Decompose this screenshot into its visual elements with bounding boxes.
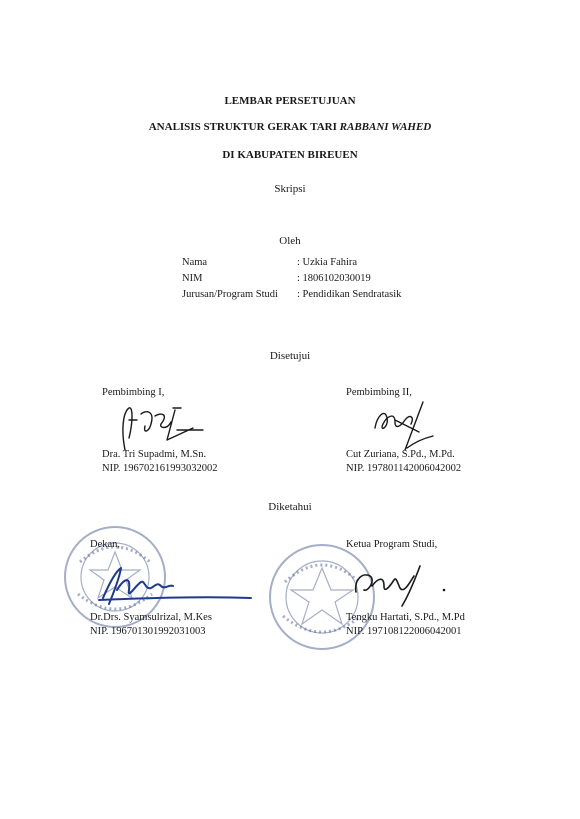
page-title: LEMBAR PERSETUJUAN (224, 95, 356, 107)
student-name-value: : Uzkia Fahira (297, 257, 358, 268)
approval-label: Disetujui (269, 350, 311, 362)
dean-nip: NIP. 196701301992031003 (90, 626, 206, 637)
thesis-title-plain: ANALISIS STRUKTUR GERAK TARI (148, 121, 340, 133)
advisor1-role: Pembimbing I, (102, 387, 165, 398)
advisor1-nip: NIP. 196702161993032002 (102, 463, 218, 474)
head-name: Tengku Hartati, S.Pd., M.Pd (346, 612, 465, 623)
head-nip: NIP. 197108122006042001 (346, 626, 462, 637)
signature-dean (95, 560, 255, 610)
student-nim-label: NIM (182, 273, 203, 284)
document-type: Skripsi (274, 183, 306, 195)
student-name-label: Nama (182, 257, 208, 268)
thesis-title-line2: DI KABUPATEN BIREUEN (222, 149, 358, 161)
head-role: Ketua Program Studi, (346, 539, 438, 550)
student-program-label: Jurusan/Program Studi (182, 289, 278, 300)
advisor1-name: Dra. Tri Supadmi, M.Sn. (102, 449, 207, 460)
student-program-value: : Pendidikan Sendratasik (297, 289, 402, 300)
advisor2-role: Pembimbing II, (346, 387, 412, 398)
advisor2-name: Cut Zuriana, S.Pd., M.Pd. (346, 449, 455, 460)
advisor2-nip: NIP. 197801142006042002 (346, 463, 462, 474)
dean-role: Dekan, (90, 539, 121, 550)
dean-name: Dr.Drs. Syamsulrizal, M.Kes (90, 612, 212, 623)
by-label: Oleh (279, 235, 301, 247)
thesis-title-line1 (0, 121, 580, 133)
student-nim-value: : 1806102030019 (297, 273, 371, 284)
signature-head (348, 562, 448, 612)
thesis-title-italic: RABBANI WAHED (339, 121, 432, 133)
acknowledged-label: Diketahui (268, 501, 312, 513)
